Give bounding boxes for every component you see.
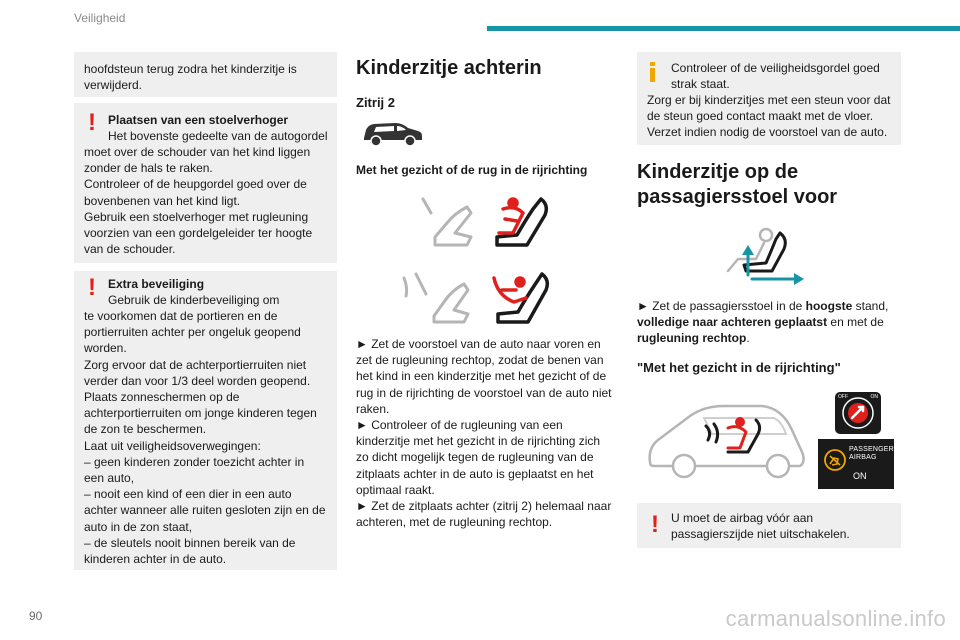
warning-exclamation-icon: ! <box>88 109 96 136</box>
warning-line: auto in de zon staat, <box>84 519 193 534</box>
rear-facing-seat-illustration <box>398 268 555 330</box>
warning-line: Laat uit veiligheidsoverwegingen: <box>84 438 261 453</box>
warning-booster-seat <box>74 103 337 263</box>
continuation-line: hoofdsteun terug zodra het kinderzitje is <box>84 62 297 76</box>
instruction-bold: rugleuning rechtop <box>637 331 747 346</box>
instruction-text: stand, <box>852 299 889 313</box>
warning-line: worden. <box>84 341 127 356</box>
instruction-line <box>637 298 888 314</box>
warning-line: passagierszijde niet uitschakelen. <box>671 527 850 542</box>
info-line: strak staat. <box>671 77 730 92</box>
warning-title: Plaatsen van een stoelverhoger <box>108 113 289 127</box>
instruction-line: zitplaats achter in de auto is geplaatst en het <box>356 466 594 481</box>
switch-off-label: OFF <box>838 394 848 400</box>
section-heading-front-passenger <box>637 160 837 210</box>
running-header: Veiligheid <box>74 11 126 25</box>
header-accent-bar <box>487 26 960 31</box>
warning-line: Zorg ervoor dat de achterportierruiten niet <box>84 357 307 372</box>
instruction-bold: hoogste <box>805 299 853 313</box>
orientation-label: Met het gezicht of de rug in de rijrichting <box>356 163 588 177</box>
warning-line: – de sleutels nooit binnen bereik van de <box>84 535 296 550</box>
warning-line: zonder de hals te raken. <box>84 161 213 176</box>
instruction-line: zet de rugleuning rechtop, zodat de benen van <box>356 353 604 368</box>
warning-line: te voorkomen dat de portieren en de <box>84 309 278 323</box>
heading-line: Kinderzitje op de <box>637 161 799 183</box>
warning-line: kinderen achter in de auto. <box>84 552 227 567</box>
warning-line: portierruiten achter per ongeluk geopend <box>84 325 301 340</box>
warning-exclamation-icon: ! <box>88 274 96 301</box>
child-seat-red <box>494 278 526 302</box>
continuation-line: verwijderd. <box>84 78 143 93</box>
vehicle-wheel-front <box>371 136 381 146</box>
info-line: Zorg er bij kinderzitjes met een steun voor dat <box>647 93 891 107</box>
rear-seat-outline <box>497 199 546 245</box>
car-interior-child-seat-illustration <box>644 400 814 482</box>
vehicle-wheel-rear <box>405 136 415 146</box>
subheading-row-2: Zitrij 2 <box>356 95 396 110</box>
forward-facing-seat-illustration <box>405 193 555 255</box>
instruction-line <box>637 314 888 330</box>
page-number: 90 <box>29 609 43 623</box>
passenger-airbag-indicator <box>818 439 894 489</box>
watermark: carmanualsonline.info <box>725 606 946 631</box>
vehicle-side-icon <box>360 118 424 148</box>
instruction-line: ► Controleer of de rugleuning van een <box>356 418 563 433</box>
warning-line: Gebruik de kinderbeveiliging om <box>108 293 280 308</box>
indicator-state: ON <box>853 471 867 481</box>
instruction-line: raken. <box>356 401 390 416</box>
airbag-key-switch <box>835 392 881 434</box>
warning-line: – nooit een kind of een dier in een auto <box>84 487 292 502</box>
warning-line: Plaats zonneschermen op de <box>84 390 240 405</box>
info-box-seatbelt <box>637 52 901 145</box>
instruction-text: . <box>746 331 750 346</box>
warning-line: achterportierruiten om jonge kinderen tegen <box>84 406 317 421</box>
warning-line: Controleer of de heupgordel goed over de <box>84 177 307 192</box>
instruction-line: het kind in een kinderzitje met het gezicht of de <box>356 369 607 384</box>
heading-line: passagiersstoel voor <box>637 186 838 208</box>
instruction-bold: volledige naar achteren geplaatst <box>637 315 828 330</box>
car-wheel <box>767 455 789 477</box>
warning-line: achter wanneer alle ruiten gesloten zijn en de <box>84 503 326 518</box>
warning-line: Het bovenste gedeelte van de autogordel <box>108 129 328 144</box>
warning-line: verder dan voor 1/3 deel worden geopend. <box>84 373 311 388</box>
front-seat-outline <box>404 274 468 322</box>
continuation-box <box>74 52 337 97</box>
warning-line: een auto, <box>84 471 135 486</box>
instruction-line <box>637 330 888 346</box>
instruction-line: ► Zet de voorstoel van de auto naar voren en <box>356 337 601 351</box>
switch-on-label: ON <box>870 394 878 400</box>
airbag-child-seat-icon <box>823 447 847 473</box>
passenger-seat-instruction <box>637 298 888 347</box>
warning-airbag <box>637 503 901 548</box>
instruction-line: ► Zet de zitplaats achter (zitrij 2) helemaal naar <box>356 499 612 514</box>
section-heading-rear-seat: Kinderzitje achterin <box>356 57 542 79</box>
instruction-line: zo dicht mogelijk tegen de rugleuning van de <box>356 450 594 465</box>
front-seat-outline <box>423 199 471 245</box>
instruction-text: ► Zet de passagiersstoel in de <box>637 299 806 313</box>
info-icon <box>650 62 655 82</box>
instruction-line: optimaal raakt. <box>356 482 435 497</box>
warning-line: bovenbenen van het kind ligt. <box>84 193 241 208</box>
warning-line: – geen kinderen zonder toezicht achter in <box>84 454 305 469</box>
warning-line: voorzien van een gordelgeleider ter hoogte <box>84 226 313 241</box>
warning-line: van de schouder. <box>84 242 176 257</box>
passenger-seat-adjust-illustration <box>708 225 808 287</box>
instruction-line: achteren, met de rugleuning rechtop. <box>356 515 553 530</box>
indicator-label-line: AIRBAG <box>849 454 877 461</box>
warning-extra-safety <box>74 271 337 570</box>
instruction-text: en met de <box>827 315 884 330</box>
warning-exclamation-icon: ! <box>651 511 659 538</box>
instruction-line: rug in de rijrichting de voorstoel van de auto niet <box>356 385 612 400</box>
info-line: de steun goed contact maakt met de vloer. <box>647 109 874 124</box>
warning-line: Gebruik een stoelverhoger met rugleuning <box>84 209 309 224</box>
info-line: Verzet indien nodig de voorstoel van de auto. <box>647 125 888 140</box>
info-line: Controleer of de veiligheidsgordel goed <box>671 61 880 75</box>
warning-title: Extra beveiliging <box>108 277 205 291</box>
car-wheel <box>673 455 695 477</box>
subheading-forward-facing: "Met het gezicht in de rijrichting" <box>637 360 841 375</box>
warning-line: de zon te beschermen. <box>84 422 207 437</box>
indicator-label-line: PASSENGER <box>849 446 894 453</box>
warning-line: moet over de schouder van het kind liggen <box>84 145 311 159</box>
warning-line: U moet de airbag vóór aan <box>671 511 814 525</box>
instruction-line: kinderzitje met het gezicht in de rijrichting zich <box>356 434 601 449</box>
rear-seat-instructions <box>356 336 612 530</box>
